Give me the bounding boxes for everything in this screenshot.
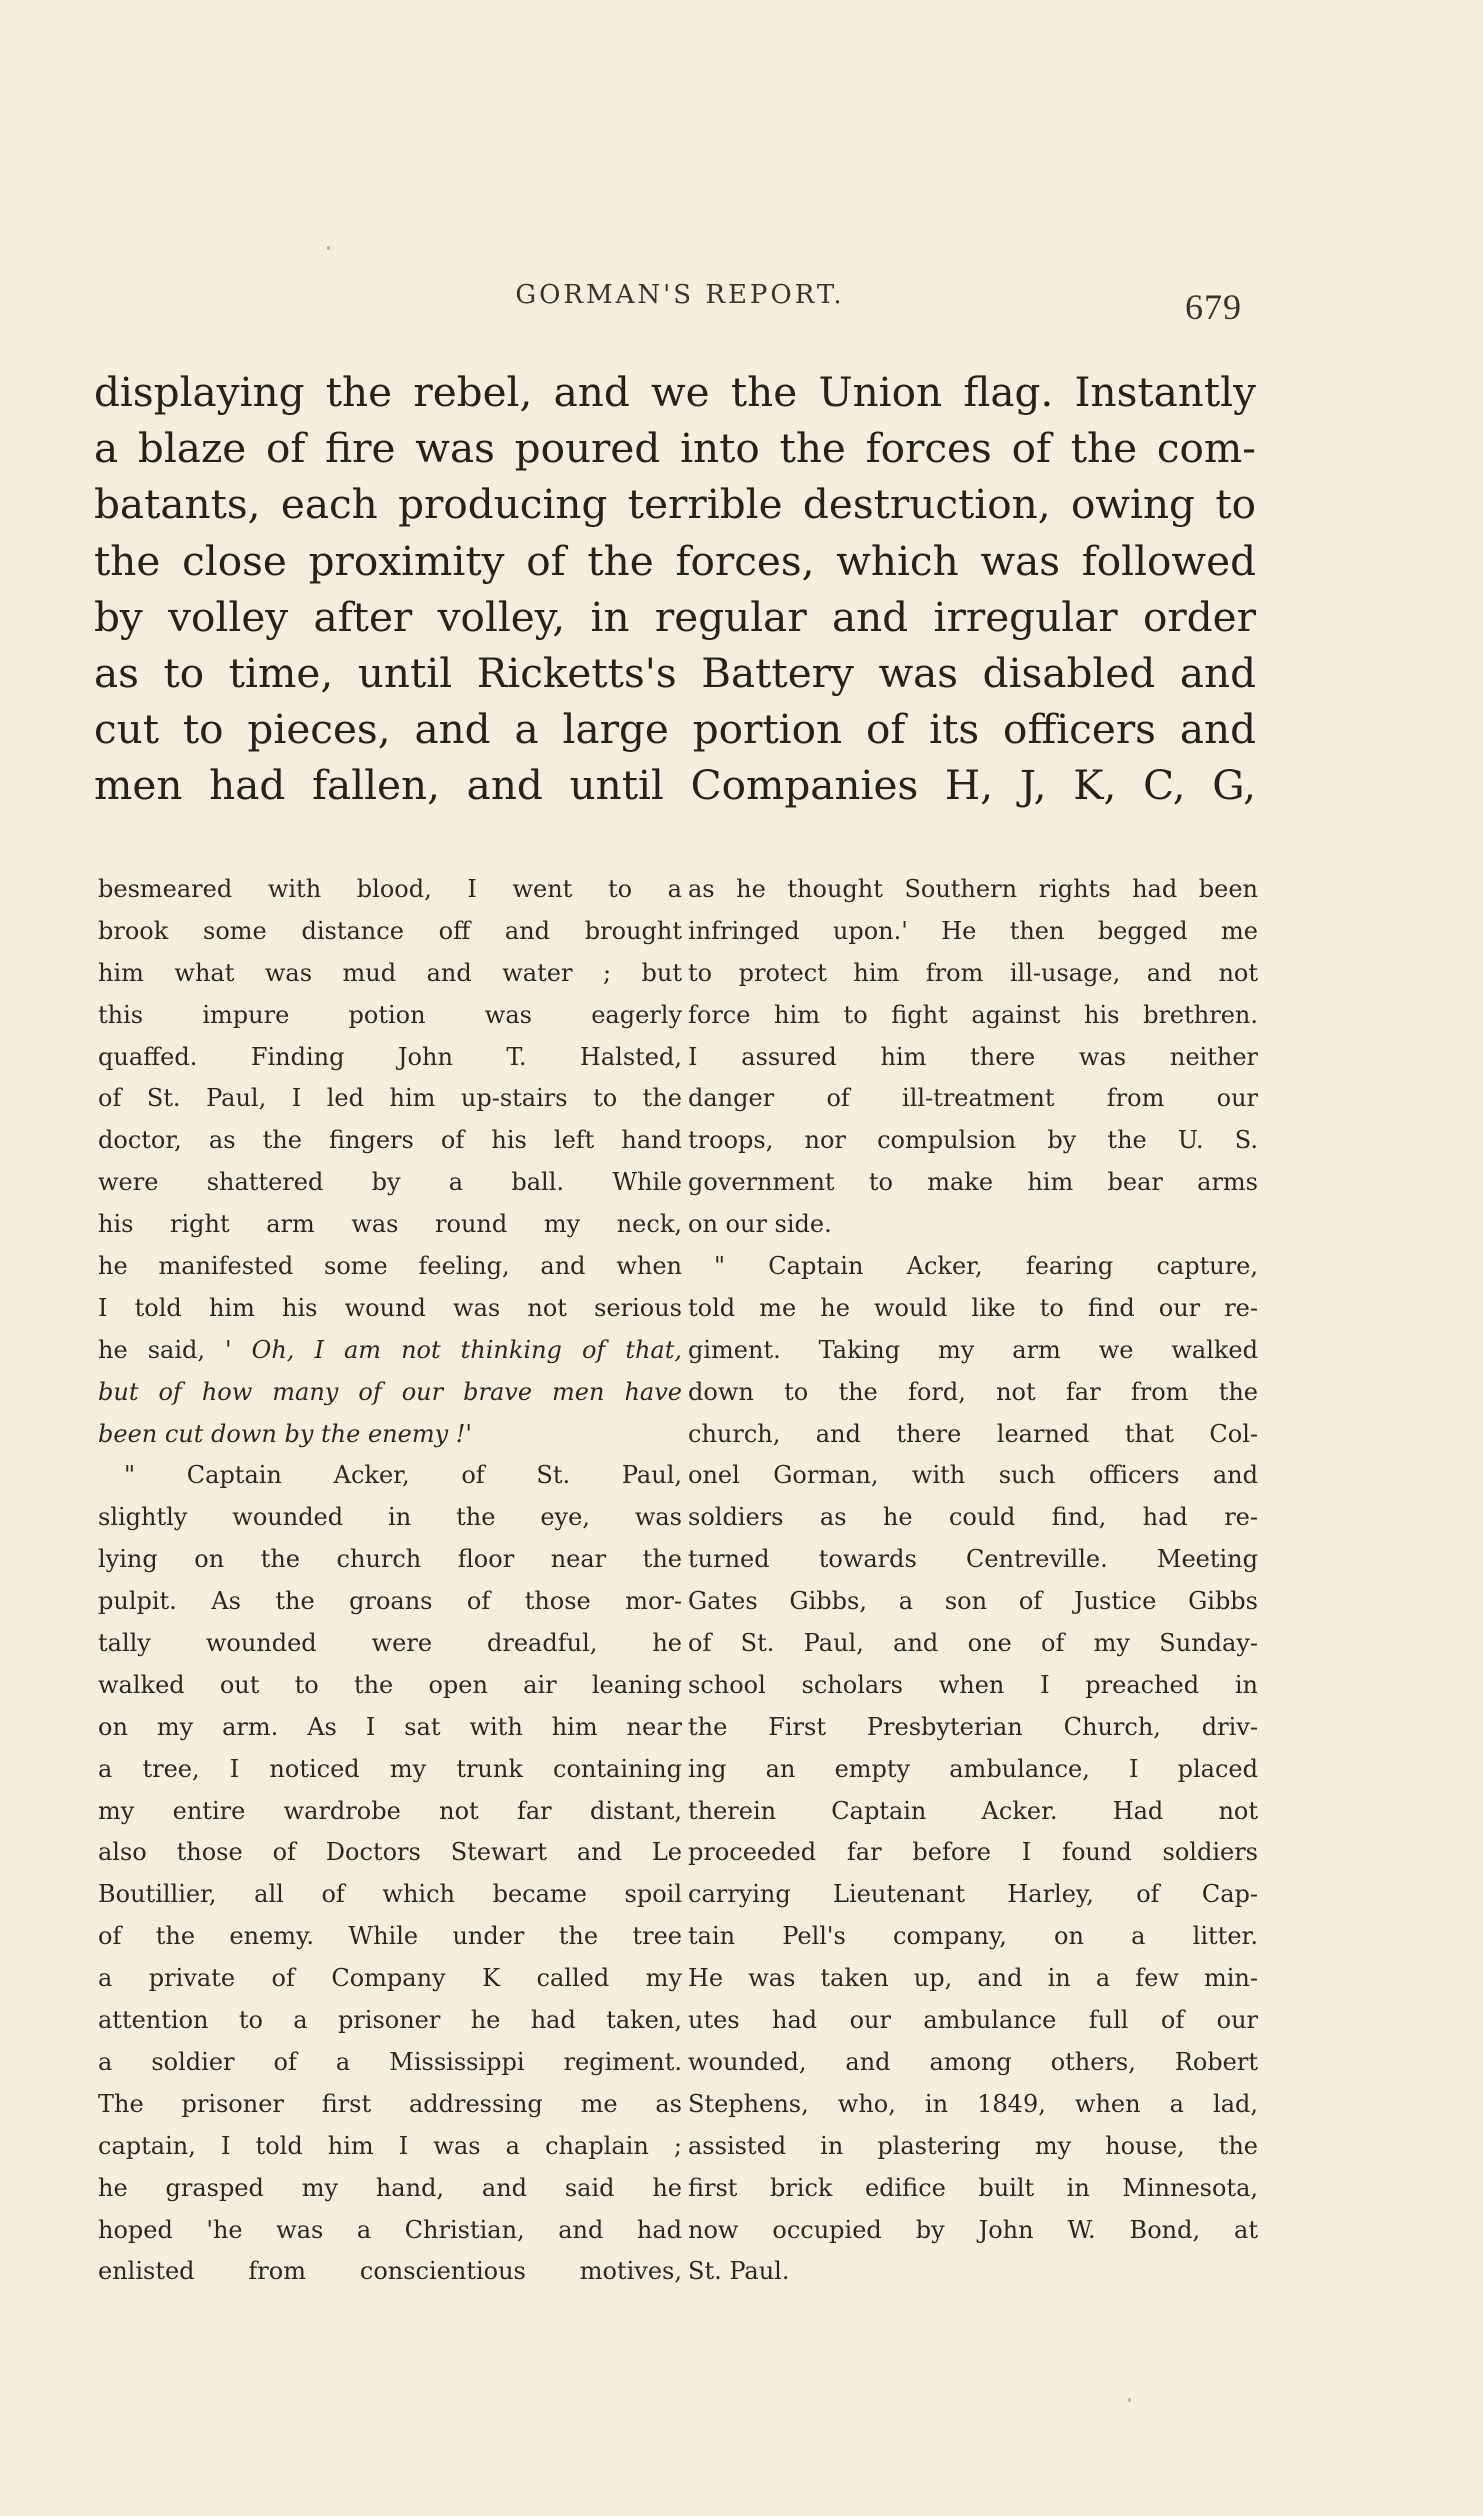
text-line: were shattered by a ball. While — [98, 1168, 682, 1197]
paper-speck — [327, 246, 330, 250]
text-line: pulpit. As the groans of those mor- — [98, 1587, 682, 1616]
lead-line: batants, each producing terrible destruction, owing to — [94, 480, 1256, 529]
lead-line: the close proximity of the forces, which was followed — [94, 536, 1256, 585]
text-fragment: he said, ' — [98, 1335, 252, 1364]
lead-line: a blaze of fire was poured into the forces of the com- — [94, 424, 1256, 473]
lead-line: displaying the rebel, and we the Union flag. Instantly — [94, 368, 1256, 416]
text-line: of the enemy. While under the tree — [98, 1922, 682, 1951]
text-line: slightly wounded in the eye, was — [98, 1503, 682, 1532]
text-line: a soldier of a Mississippi regiment. — [98, 2047, 682, 2076]
text-line: he grasped my hand, and said he — [98, 2173, 682, 2202]
text-line: this impure potion was eagerly — [98, 1000, 682, 1029]
text-line: doctor, as the fingers of his left hand — [98, 1126, 682, 1155]
text-line: " Captain Acker, of St. Paul, — [124, 1461, 682, 1490]
text-line: carrying Lieutenant Harley, of Cap- — [688, 1880, 1258, 1909]
text-line: told me he would like to find our re- — [688, 1293, 1258, 1322]
text-line: brook some distance off and brought — [98, 916, 682, 945]
text-line: giment. Taking my arm we walked — [688, 1335, 1258, 1364]
text-line: of St. Paul, I led him up-stairs to the — [98, 1084, 682, 1113]
running-head: GORMAN'S REPORT. — [515, 280, 845, 310]
italic-quote: but of how many of our brave men have — [98, 1377, 682, 1406]
text-line: quaffed. Finding John T. Halsted, — [98, 1042, 682, 1071]
text-line: first brick edifice built in Minnesota, — [688, 2173, 1258, 2202]
text-line: He was taken up, and in a few min- — [688, 1964, 1258, 1993]
text-line: attention to a prisoner he had taken, — [98, 2006, 682, 2035]
text-line: as he thought Southern rights had been — [688, 875, 1258, 903]
text-line: him what was mud and water ; but — [98, 958, 682, 987]
text-line: St. Paul. — [688, 2257, 790, 2286]
text-line: Boutillier, all of which became spoil — [98, 1880, 682, 1909]
text-line: on our side. — [688, 1210, 832, 1239]
text-line: now occupied by John W. Bond, at — [688, 2215, 1258, 2244]
italic-quote: Oh, I am not thinking of that, — [251, 1335, 683, 1364]
text-line: The prisoner first addressing me as — [98, 2089, 682, 2118]
text-line: utes had our ambulance full of our — [688, 2006, 1258, 2035]
text-line: besmeared with blood, I went to a — [98, 875, 682, 903]
text-line: a private of Company K called my — [98, 1964, 682, 1993]
text-line: I told him his wound was not serious — [98, 1293, 682, 1322]
text-line: force him to fight against his brethren. — [688, 1000, 1258, 1029]
text-line: danger of ill-treatment from our — [688, 1084, 1258, 1113]
text-line: a tree, I noticed my trunk containing — [98, 1754, 682, 1783]
text-line: troops, nor compulsion by the U. S. — [688, 1126, 1258, 1155]
text-line: proceeded far before I found soldiers — [688, 1838, 1258, 1867]
text-line: Gates Gibbs, a son of Justice Gibbs — [688, 1587, 1258, 1616]
text-line: church, and there learned that Col- — [688, 1419, 1258, 1448]
left-column — [98, 869, 682, 2293]
text-line — [98, 1414, 682, 1456]
text-line: government to make him bear arms — [688, 1168, 1258, 1197]
text-line: assisted in plastering my house, the — [688, 2131, 1258, 2160]
text-line: his right arm was round my neck, — [98, 1210, 682, 1239]
text-line: infringed upon.' He then begged me — [688, 916, 1258, 945]
text-line: wounded, and among others, Robert — [688, 2047, 1258, 2076]
paper-speck — [1128, 2398, 1131, 2402]
lead-line: cut to pieces, and a large portion of its officers and — [94, 705, 1256, 754]
lead-line: men had fallen, and until Companies H, J, K, C, G, — [94, 761, 1256, 810]
text-line: school scholars when I preached in — [688, 1670, 1258, 1699]
lead-paragraph — [94, 364, 1256, 814]
italic-quote: been cut down by the enemy !' — [98, 1419, 473, 1448]
right-column — [688, 869, 1258, 2293]
page-header — [0, 276, 1483, 326]
text-line: turned towards Centreville. Meeting — [688, 1545, 1258, 1574]
text-line: lying on the church floor near the — [98, 1545, 682, 1574]
text-line: Stephens, who, in 1849, when a lad, — [688, 2089, 1258, 2118]
text-line: onel Gorman, with such officers and — [688, 1461, 1258, 1490]
text-line: captain, I told him I was a chaplain ; — [98, 2131, 682, 2160]
text-line: ing an empty ambulance, I placed — [688, 1754, 1258, 1783]
text-line: tain Pell's company, on a litter. — [688, 1922, 1258, 1951]
text-line: of St. Paul, and one of my Sunday- — [688, 1629, 1258, 1658]
page-number: 679 — [1185, 287, 1242, 327]
text-line: I assured him there was neither — [688, 1042, 1258, 1071]
lead-line: as to time, until Ricketts's Battery was disabled and — [94, 649, 1256, 698]
text-line: to protect him from ill-usage, and not — [688, 958, 1258, 987]
text-line: soldiers as he could find, had re- — [688, 1503, 1258, 1532]
text-line: the First Presbyterian Church, driv- — [688, 1712, 1258, 1741]
text-line: my entire wardrobe not far distant, — [98, 1796, 682, 1825]
text-line: also those of Doctors Stewart and Le — [98, 1838, 682, 1867]
text-line: on my arm. As I sat with him near — [98, 1712, 682, 1741]
text-line: tally wounded were dreadful, he — [98, 1629, 682, 1658]
text-line: hoped 'he was a Christian, and had — [98, 2215, 682, 2244]
text-line: down to the ford, not far from the — [688, 1377, 1258, 1406]
text-line — [98, 1372, 682, 1414]
lead-line: by volley after volley, in regular and irregular order — [94, 592, 1256, 641]
text-line: " Captain Acker, fearing capture, — [714, 1252, 1258, 1281]
text-line: enlisted from conscientious motives, — [98, 2257, 682, 2286]
text-line — [98, 1330, 682, 1372]
text-line: he manifested some feeling, and when — [98, 1252, 682, 1281]
text-line: walked out to the open air leaning — [98, 1670, 682, 1699]
text-line: therein Captain Acker. Had not — [688, 1796, 1258, 1825]
